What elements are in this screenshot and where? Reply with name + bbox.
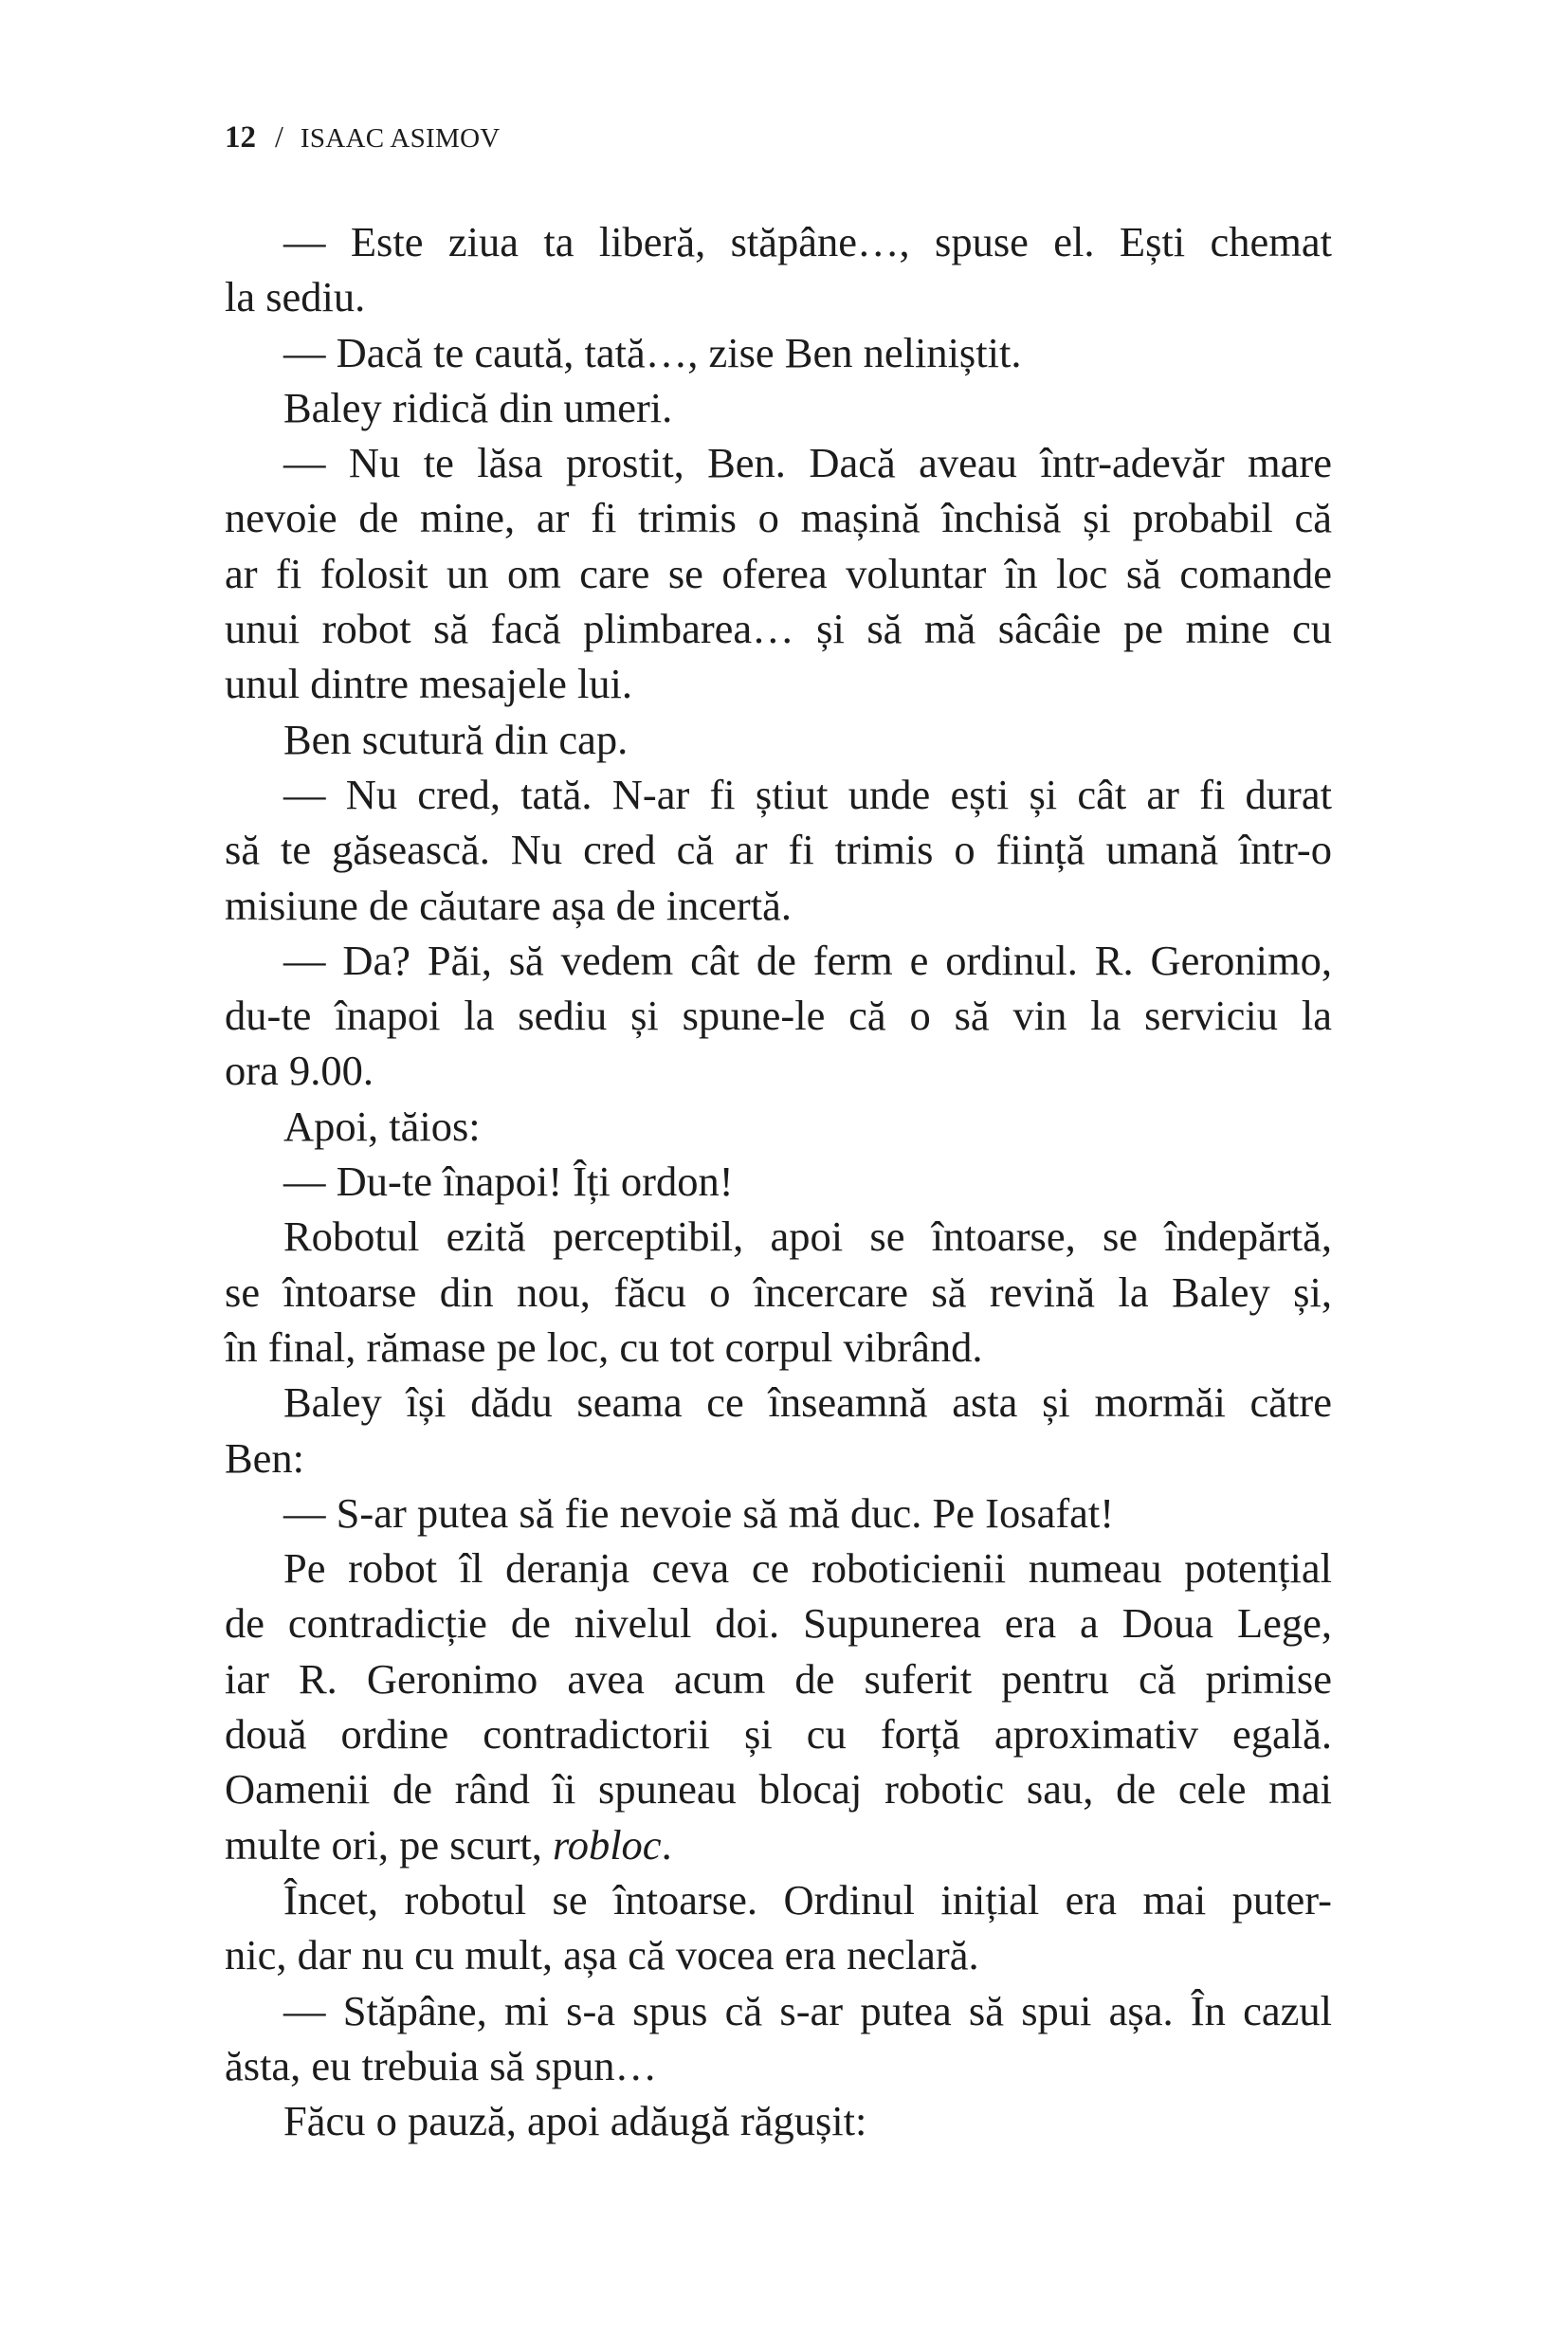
text-line-content: — Stăpâne, mi s-a spus că s-ar putea să spui așa. În cazul	[283, 1986, 1332, 2034]
text-line	[225, 214, 1332, 269]
text-line	[225, 1595, 1332, 1650]
text-line	[225, 1761, 1332, 1816]
italic-term: robloc	[553, 1820, 662, 1869]
text-line	[225, 380, 1332, 435]
text-line-content: ora 9.00.	[225, 1047, 374, 1095]
text-line-content: unui robot să facă plimbarea… și să mă sâcâie pe mine cu	[225, 605, 1332, 653]
text-line-content: se întoarse din nou, făcu o încercare să revină la Baley și,	[225, 1267, 1332, 1316]
text-line	[225, 1983, 1332, 2038]
running-header	[225, 119, 501, 161]
text-line-content: multe ori, pe scurt,	[225, 1820, 554, 1869]
running-title: ISAAC ASIMOV	[300, 123, 501, 154]
text-line-content: — Du-te înapoi! Îți ordon!	[283, 1158, 734, 1206]
text-line-content: ar fi folosit un om care se oferea voluntar în loc să comande	[225, 549, 1332, 597]
text-line	[225, 2093, 1332, 2148]
text-line	[225, 712, 1332, 767]
text-line	[225, 1099, 1332, 1154]
text-line-content: Apoi, tăios:	[283, 1102, 481, 1150]
text-line-content: să te găsească. Nu cred că ar fi trimis o ființă umană într-o	[225, 826, 1332, 874]
text-line	[225, 822, 1332, 877]
text-line	[225, 1541, 1332, 1595]
text-line-content: ăsta, eu trebuia să spun…	[225, 2041, 657, 2089]
text-line-content: Făcu o pauză, apoi adăugă răgușit:	[283, 2097, 867, 2145]
text-line	[225, 933, 1332, 988]
text-line	[225, 2038, 1332, 2093]
body-text	[225, 214, 1332, 2148]
text-line-content: la sediu.	[225, 273, 366, 321]
text-line-content: du-te înapoi la sediu și spune-le că o să vin la serviciu la	[225, 992, 1332, 1040]
text-line	[225, 1209, 1332, 1264]
text-line	[225, 1154, 1332, 1209]
text-line	[225, 1431, 1332, 1486]
text-line-content: Ben:	[225, 1433, 305, 1482]
text-line-content: Oamenii de rând îi spuneau blocaj robotic sau, de cele mai	[225, 1765, 1332, 1814]
text-line	[225, 546, 1332, 601]
text-line-content: — Dacă te caută, tată…, zise Ben neliniștit.	[283, 328, 1022, 376]
text-line-content: — Nu te lăsa prostit, Ben. Dacă aveau într-adevăr mare	[283, 439, 1332, 487]
text-line	[225, 1320, 1332, 1375]
text-line	[225, 1043, 1332, 1098]
text-line-content: unul dintre mesajele lui.	[225, 660, 633, 708]
text-line	[225, 269, 1332, 324]
text-line	[225, 878, 1332, 933]
text-line-content: nevoie de mine, ar fi trimis o mașină închisă și probabil că	[225, 494, 1332, 542]
text-line-content: iar R. Geronimo avea acum de suferit pentru că primise	[225, 1654, 1332, 1703]
text-line-content: de contradicție de nivelul doi. Supunerea era a Doua Lege,	[225, 1599, 1332, 1648]
text-line-content: două ordine contradictorii și cu forță aproximativ egală.	[225, 1710, 1332, 1759]
text-line-content: Ben scutură din cap.	[283, 715, 629, 763]
text-line	[225, 988, 1332, 1043]
text-line-content: Baley își dădu seama ce înseamnă asta și mormăi către	[283, 1378, 1332, 1427]
header-separator: /	[275, 119, 283, 154]
text-line	[225, 325, 1332, 380]
text-line	[225, 1817, 1332, 1872]
text-line-content: misiune de căutare așa de incertă.	[225, 881, 792, 929]
text-line	[225, 490, 1332, 545]
text-line	[225, 1706, 1332, 1761]
text-line	[225, 656, 1332, 711]
text-line	[225, 767, 1332, 822]
text-line	[225, 1375, 1332, 1430]
text-line-content: — Da? Păi, să vedem cât de ferm e ordinul. R. Geronimo,	[283, 936, 1332, 984]
page-number: 12	[225, 120, 256, 155]
text-line	[225, 1265, 1332, 1320]
text-line-content: Încet, robotul se întoarse. Ordinul inițial era mai puter-	[283, 1875, 1332, 1924]
text-line-content: — Nu cred, tată. N-ar fi știut unde ești și cât ar fi durat	[283, 770, 1332, 818]
text-line	[225, 1872, 1332, 1927]
text-line	[225, 1486, 1332, 1541]
text-line-content: Pe robot îl deranja ceva ce roboticienii numeau potențial	[283, 1544, 1332, 1593]
text-line-content: — Este ziua ta liberă, stăpâne…, spuse el. Ești chemat	[283, 218, 1332, 265]
text-line	[225, 435, 1332, 490]
text-line-content: în final, rămase pe loc, cu tot corpul vibrând.	[225, 1322, 983, 1371]
text-line-tail: .	[661, 1820, 672, 1869]
text-line	[225, 601, 1332, 656]
text-line	[225, 1651, 1332, 1706]
text-line-content: Robotul ezită perceptibil, apoi se întoarse, se îndepărtă,	[283, 1212, 1332, 1261]
text-line-content: — S-ar putea să fie nevoie să mă duc. Pe Iosafat!	[283, 1488, 1115, 1537]
text-line	[225, 1927, 1332, 1982]
text-line-content: nic, dar nu cu mult, așa că vocea era neclară.	[225, 1931, 979, 1979]
text-line-content: Baley ridică din umeri.	[283, 383, 673, 431]
